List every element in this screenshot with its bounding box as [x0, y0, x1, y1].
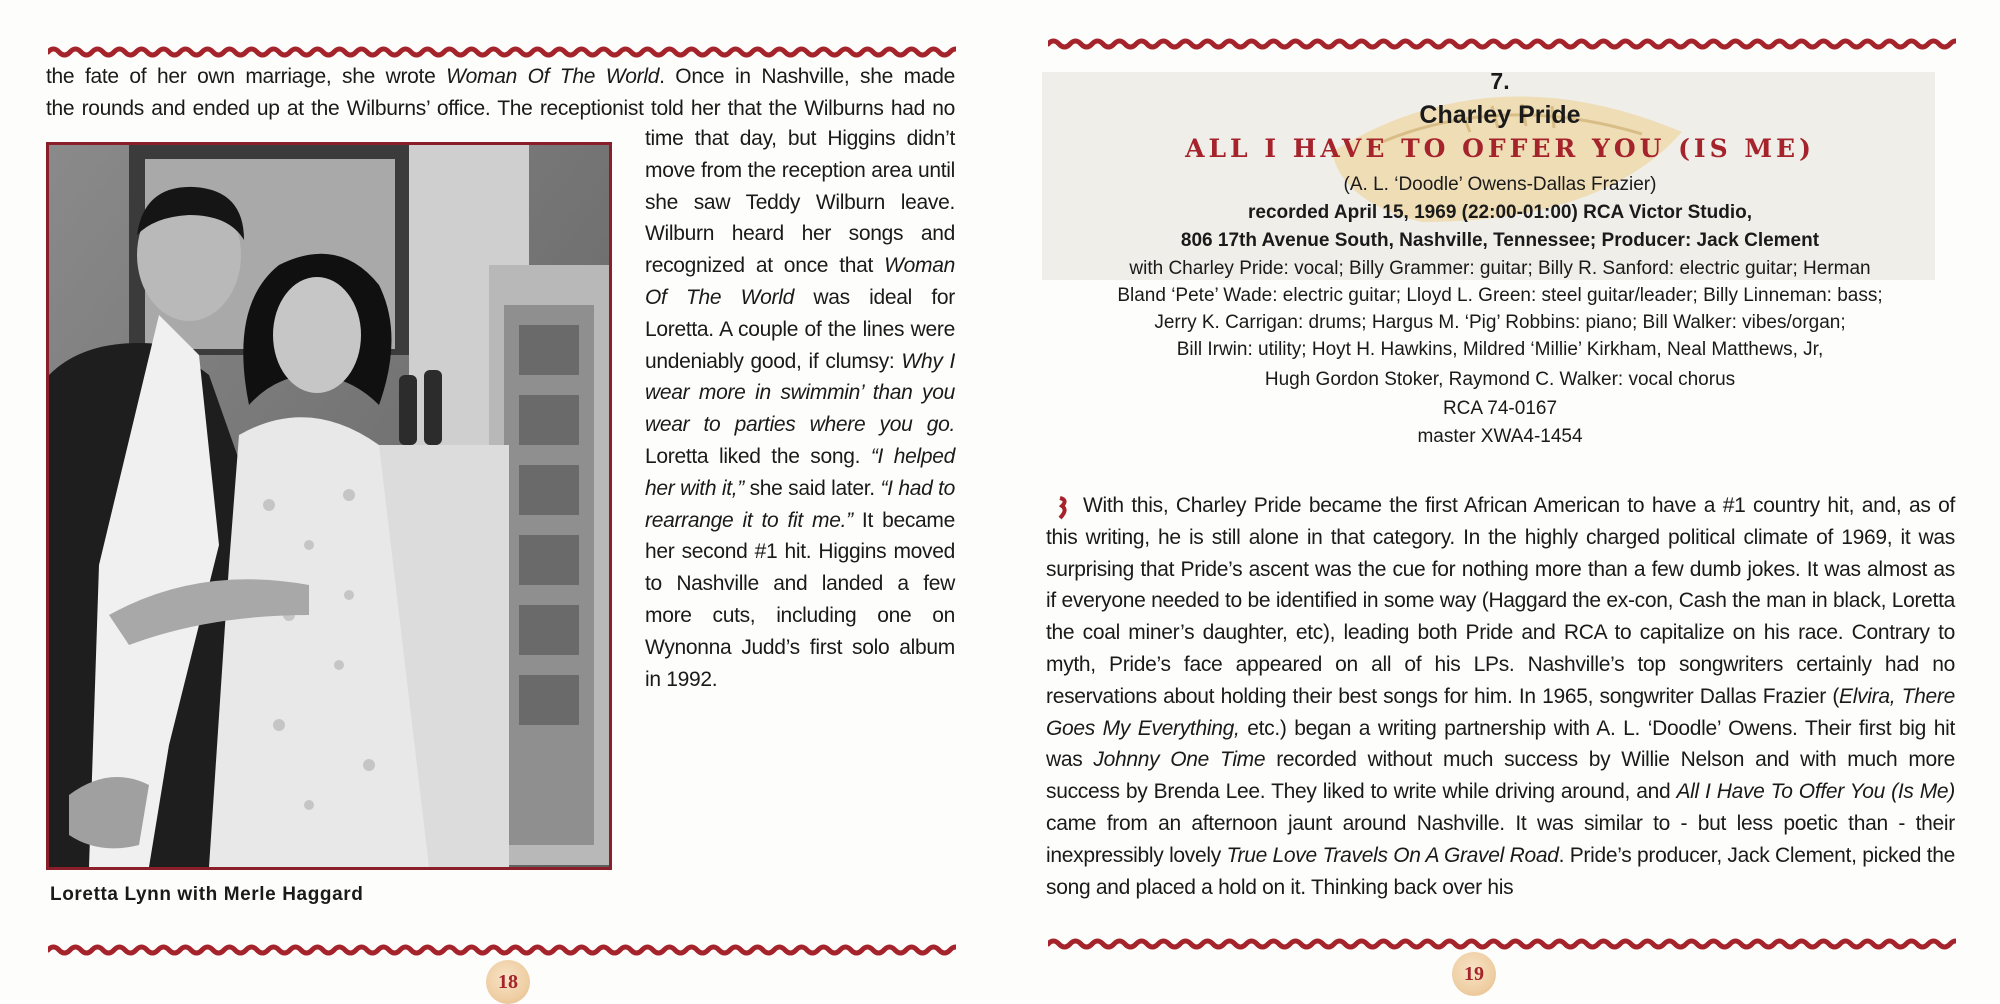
personnel-line: Bland ‘Pete’ Wade: electric guitar; Lloyd L. Green: steel guitar/leader; Billy Linneman: bass;	[1117, 285, 1883, 306]
text-line: the fate of her own marriage, she wrote Woman Of The World. Once in Nashville, she made	[46, 65, 955, 88]
writers-credit: (A. L. ‘Doodle’ Owens-Dallas Frazier)	[1343, 174, 1657, 195]
bottom-wave-border	[1048, 936, 1956, 952]
bottom-wave-border	[48, 942, 956, 958]
left-page	[0, 0, 1000, 1000]
catalog-number: RCA 74-0167	[1442, 398, 1558, 419]
master-number: master XWA4-1454	[1417, 426, 1583, 447]
photo-caption: Loretta Lynn with Merle Haggard	[50, 884, 364, 905]
recording-line-2: 806 17th Avenue South, Nashville, Tennessee; Producer: Jack Clement	[1180, 230, 1820, 251]
personnel-line: Hugh Gordon Stoker, Raymond C. Walker: vocal chorus	[1264, 369, 1736, 390]
recording-line-1: recorded April 15, 1969 (22:00-01:00) RCA Victor Studio,	[1247, 202, 1753, 223]
page-number: 19	[1452, 952, 1496, 996]
personnel-line: Bill Irwin: utility; Hoyt H. Hawkins, Mildred ‘Millie’ Kirkham, Neal Matthews, Jr,	[1176, 339, 1824, 360]
top-wave-border	[1048, 36, 1956, 52]
song-title: ALL I HAVE TO OFFER YOU (IS ME)	[1185, 134, 1815, 163]
page-number: 18	[486, 960, 530, 1004]
body-text-top	[46, 61, 955, 124]
photo-loretta-merle	[46, 142, 612, 870]
text-line: the rounds and ended up at the Wilburns’ office. The receptionist told her that the Wilburns had no	[46, 96, 955, 120]
personnel-line: with Charley Pride: vocal; Billy Grammer: guitar; Billy R. Sanford: electric guitar; Herman	[1129, 258, 1871, 279]
body-text-column: time that day, but Higgins didn’t move from the reception area until she saw Teddy Wilburn leave. Wilburn heard her songs and recognized at once that Woman Of The World was ideal for Loretta. A couple of the lines were undeniably good, if clumsy: Why I wear more in swimmin’ than you wear to parties where you go. Loretta liked the song. “I helped her with it,” she said later. “I had to rearrange it to fit me.” It became her second #1 hit. Higgins moved to Nashville and landed a few more cuts, including one on Wynonna Judd’s first solo album in 1992.	[645, 127, 956, 691]
body-text-right: With this, Charley Pride became the first African American to have a #1 country hit, and, as of this writing, he is still alone in that category. In the highly charged political climate of 1969, it was surprising that Pride’s ascent was the cue for nothing more than a few dumb jokes. It was almost as if everyone needed to be identified in some way (Haggard the ex-con, Cash the man in black, Loretta the coal miner’s daughter, etc), leading both Pride and RCA to capitalize on his race. Contrary to myth, Pride’s face appeared on all of his LPs. Nashville’s top songwriters certainly had no reservations about holding their best songs for him. In 1965, songwriter Dallas Frazier (Elvira, There Goes My Everything, etc.) began a writing partnership with A. L. ‘Doodle’ Owens. Their first big hit was Johnny One Time recorded without much success by Willie Nelson and with much more success by Brenda Lee. They liked to write while driving around, and All I Have To Offer You (Is Me) came from an afternoon jaunt around Nashville. It was similar to - but less poetic than - their inexpressibly lovely True Love Travels On A Gravel Road. Pride’s producer, Jack Clement, picked the song and placed a hold on it. Thinking back over his	[1046, 494, 1955, 899]
track-number: 7.	[1490, 68, 1510, 94]
top-wave-border	[48, 44, 956, 60]
personnel-line: Jerry K. Carrigan: drums; Hargus M. ‘Pig’ Robbins: piano; Bill Walker: vibes/organ;	[1154, 312, 1846, 333]
artist-name: Charley Pride	[1419, 101, 1581, 129]
